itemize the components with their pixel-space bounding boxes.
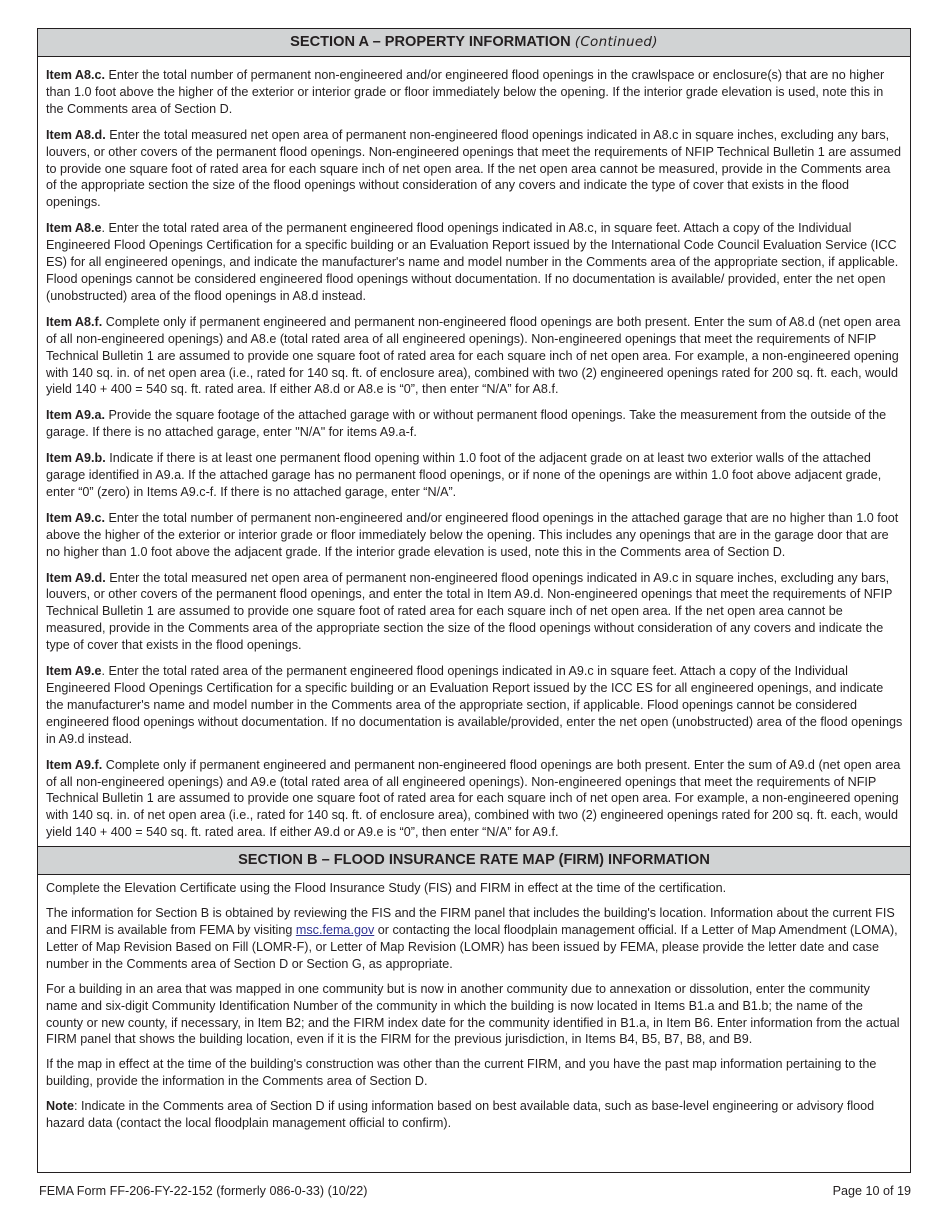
item-a9c (46, 510, 903, 561)
section-a-body (38, 57, 910, 841)
section-b-paragraph-4: If the map in effect at the time of the building's construction was other than the current FIRM, and you have the past map information pertaining to the building, provide the information in the Comments area of Section D. (46, 1057, 877, 1089)
note-label: Note (46, 1099, 74, 1114)
section-b-paragraph-1: Complete the Elevation Certificate using the Flood Insurance Study (FIS) and FIRM in effect at the time of the certification. (46, 881, 727, 896)
item-text: Complete only if permanent engineered and permanent non-engineered flood openings are both present. Enter the sum of A8.d (net open area of all non-engineered openings) and A8.e (total rated area of all engineered openings). Non-engineered openings that meet the requirements of NFIP Technical Bulletin 1 are assumed to provide one square foot of rated area for each square inch of net open area. For example, a non-engineered opening with 140 sq. in. of net open area (i.e., rated for 140 sq. ft. of enclosure area), combined with two (2) engineered openings rated for 200 sq. ft. each, would yield 140 + 400 = 540 sq. ft. rated area. If either A8.d or A8.e is “0”, then enter “N/A” for A8.f. (46, 314, 901, 397)
section-b-note (46, 1098, 903, 1132)
paragraph-text: The information for Section B is obtained by reviewing the FIS and the FIRM panel that includes the building's location. Information about the current FIS and FIRM is available from FEMA by visiting (46, 906, 895, 937)
item-text: . Enter the total rated area of the permanent engineered flood openings indicated in A9.c in square feet. Attach a copy of the Individual Engineered Flood Openings Certification for a specific building or an Evaluation Report issued by the ICC ES for all engineered openings, and indicate the manufacturer's name and model number in the Comments area of the appropriate section, if applicable. Flood openings cannot be considered engineered flood openings without documentation. If no documentation is available/provided, enter the net open (unobstructed) area of the flood openings in A9.d instead. (46, 664, 903, 746)
item-label: Item A9.b. (46, 451, 106, 466)
item-a9a (46, 407, 903, 441)
section-b-paragraph-2 (46, 905, 903, 973)
form-frame (37, 28, 911, 1173)
page-number: Page 10 of 19 (832, 1184, 911, 1198)
item-a9e (46, 663, 903, 748)
item-a8e (46, 220, 903, 305)
item-text: Indicate if there is at least one permanent flood opening within 1.0 foot of the adjacent grade on at least two exterior walls of the attached garage identified in A9.a. If the attached garage has no permanent flood openings, or if none of the openings are within 1.0 foot above adjacent grade, enter “0” (zero) in Items A9.c-f. If there is no attached garage, enter “N/A”. (46, 451, 882, 499)
page-footer (39, 1184, 911, 1198)
section-b-paragraph-3: For a building in an area that was mapped in one community but is now in another community due to annexation or dissolution, enter the community name and six-digit Community Identification Number of the community in which the building is now located in Items B1.a and B1.b; the name of the county or new county, if necessary, in Item B2; and the FIRM index date for the community identified in B1.a, in Item B6. Enter information from the actual FIRM panel that shows the building location, even if it is the FIRM for the previous jurisdiction, in Items B4, B5, B7, B8, and B9. (46, 981, 900, 1047)
item-label: Item A9.d. (46, 570, 106, 585)
paragraph-text: or contacting the local floodplain management official. If a Letter of Map Amendment (LOMA), Letter of Map Revision Based on Fill (LOMR-F), or Letter of Map Revision (LOMR) has been issued by FEMA, please provide the letter date and case number in the Comments area of Section D or Section G, as appropriate. (46, 922, 898, 971)
item-label: Item A8.d. (46, 127, 106, 142)
note-text: : Indicate in the Comments area of Section D if using information based on best available data, such as base-level engineering or advisory flood hazard data (contact the local floodplain management official to confirm). (46, 1099, 875, 1131)
item-text: Enter the total measured net open area of permanent non-engineered flood openings indicated in A9.c in square inches, excluding any bars, louvers, or other covers of the permanent flood openings, and enter the total in Item A9.d. Non-engineered openings that meet the requirements of NFIP Technical Bulletin 1 are assumed to provide one square foot of rated area for each square inch of net open area. If the net open area cannot be measured, provide in the Comments area of the appropriate section the size of the flood openings without consideration of any covers and indicate the type of cover that exists in the flood openings. (46, 570, 893, 653)
item-label: Item A8.e (46, 221, 102, 236)
section-b-header (38, 846, 910, 875)
item-text: Complete only if permanent engineered and permanent non-engineered flood openings are both present. Enter the sum of A9.d (net open area of all non-engineered openings) and A9.e (total rated area of all engineered openings). Non-engineered openings that meet the requirements of NFIP Technical Bulletin 1 are assumed to provide one square foot of rated area for each square inch of net open area. For example, a non-engineered opening with 140 sq. in. of net open area (i.e., rated for 140 sq. ft. of enclosure area), combined with two (2) engineered openings rated for 200 sq. ft. each, would yield 140 + 400 = 540 sq. ft. rated area. If either A9.d or A9.e is “0”, then enter “N/A” for A9.f. (46, 757, 901, 840)
item-a8d (46, 127, 903, 212)
item-label: Item A9.a. (46, 408, 106, 423)
item-a9f (46, 757, 903, 842)
msc-fema-link[interactable]: msc.fema.gov (295, 922, 375, 937)
item-label: Item A9.f. (46, 757, 103, 772)
item-a9d (46, 570, 903, 655)
section-a-title: SECTION A – PROPERTY INFORMATION (290, 34, 571, 50)
item-a8c (46, 67, 903, 118)
item-label: Item A8.c. (46, 68, 106, 82)
section-a-header (38, 29, 910, 57)
section-b-title: SECTION B – FLOOD INSURANCE RATE MAP (FIRM) INFORMATION (238, 852, 710, 869)
item-text: Enter the total number of permanent non-engineered and/or engineered flood openings in the attached garage that are no higher than 1.0 foot above the higher of the exterior or interior grade or floor immediately below the opening. This includes any openings that are in the garage door that are no higher than 1.0 foot above the adjacent grade. If the interior grade elevation is used, note this in the Comments area of Section D. (46, 510, 899, 559)
item-label: Item A9.c. (46, 510, 106, 525)
item-a9b (46, 450, 903, 501)
item-label: Item A9.e (46, 664, 102, 679)
item-label: Item A8.f. (46, 314, 103, 329)
item-text: Enter the total measured net open area of permanent non-engineered flood openings indicated in A8.c in square inches, excluding any bars, louvers, or other covers of the permanent flood openings. Non-engineered openings that meet the requirements of NFIP Technical Bulletin 1 are assumed to provide one square foot of rated area for each square inch of net open area. If the net open area cannot be measured, provide in the Comments area of the appropriate section the size of the flood openings without consideration of any covers and indicate the type of cover that exists in the flood openings. (46, 127, 902, 210)
item-text: Provide the square footage of the attached garage with or without permanent flood openings. Take the measurement from the outside of the garage. If there is no attached garage, enter "N/A" for items A9.a-f. (46, 408, 887, 440)
section-b-body (38, 875, 910, 1132)
item-text: . Enter the total rated area of the permanent engineered flood openings indicated in A8.c, in square feet. Attach a copy of the Individual Engineered Flood Openings Certification for a specific building or an Evaluation Report issued by the International Code Council Evaluation Service (ICC ES) for all engineered openings, and indicate the manufacturer's name and model number in the Comments area of the appropriate section, if applicable. Flood openings cannot be considered engineered flood openings without documentation. If no documentation is available/ provided, enter the net open (unobstructed) area of the flood openings in A8.d instead. (46, 221, 899, 303)
form-identifier: FEMA Form FF-206-FY-22-152 (formerly 086-0-33) (10/22) (39, 1184, 368, 1198)
item-a8f (46, 314, 903, 399)
item-text: Enter the total number of permanent non-engineered and/or engineered flood openings in the crawlspace or enclosure(s) that are no higher than 1.0 foot above the higher of the exterior or interior grade or floor immediately below the opening. If the interior grade elevation is used, note this in the Comments area of Section D. (46, 68, 885, 116)
continued-label: (Continued) (574, 34, 658, 50)
